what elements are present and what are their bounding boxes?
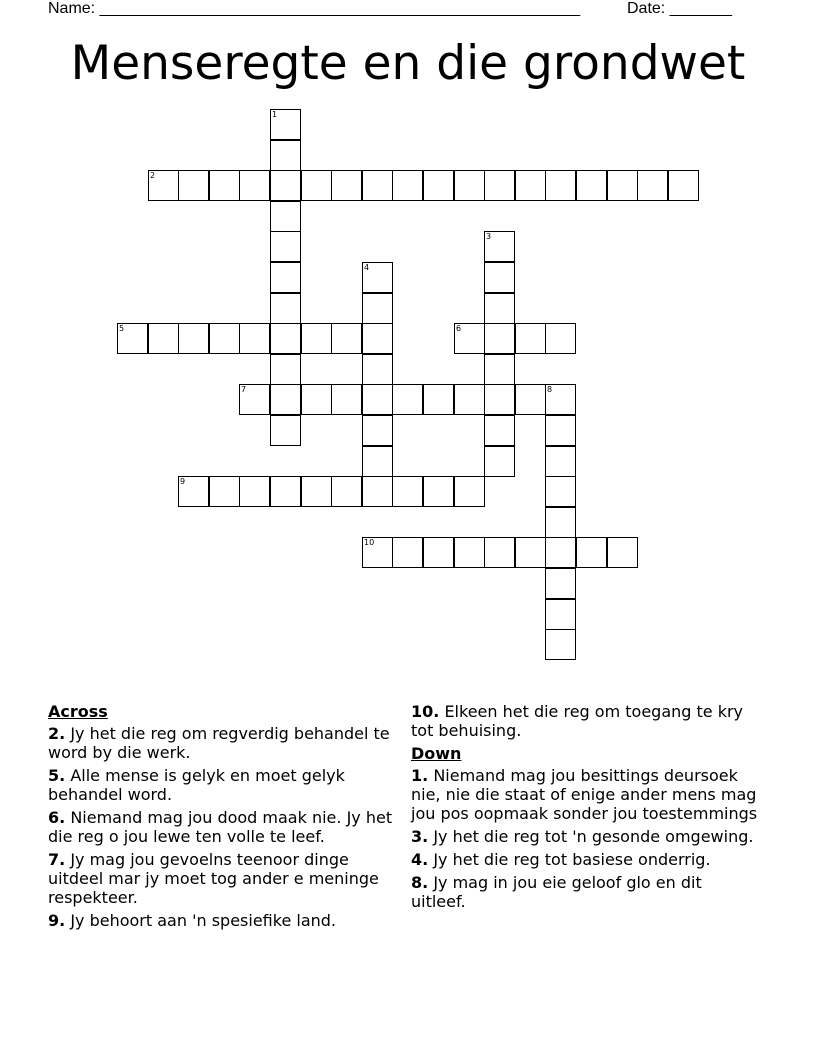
grid-cell[interactable] [607,537,638,568]
clue-text: Niemand mag jou dood maak nie. Jy het die reg o jou lewe ten volle te leef. [48,808,393,846]
grid-cell[interactable] [515,537,546,568]
grid-cell[interactable] [239,323,270,354]
grid-cell[interactable] [239,476,270,507]
grid-cell[interactable] [515,170,546,201]
cell-number: 1 [272,110,278,119]
across-heading: Across [48,702,108,721]
grid-cell[interactable] [545,629,576,660]
grid-cell[interactable] [301,323,332,354]
grid-cell[interactable] [545,476,576,507]
grid-cell[interactable] [239,384,270,415]
cell-number: 4 [364,263,370,272]
grid-cell[interactable] [148,323,179,354]
clues-column-right [411,702,761,915]
cell-number: 2 [150,171,156,180]
grid-cell[interactable] [362,384,393,415]
grid-cell[interactable] [239,170,270,201]
grid-cell[interactable] [484,446,515,477]
grid-cell[interactable] [301,476,332,507]
grid-cell[interactable] [148,170,179,201]
grid-cell[interactable] [484,354,515,385]
clues-column-left [48,702,393,934]
grid-cell[interactable] [545,415,576,446]
grid-cell[interactable] [423,476,454,507]
clue-number: 4. [411,850,429,869]
grid-cell[interactable] [545,568,576,599]
clue-number: 10. [411,702,440,721]
grid-cell[interactable] [270,231,301,262]
grid-cell[interactable] [392,537,423,568]
clue-number: 9. [48,911,66,930]
clue-text: Jy het die reg tot 'n gesonde omgewing. [433,827,754,846]
clue-number: 6. [48,808,66,827]
grid-cell[interactable] [607,170,638,201]
down-heading: Down [411,744,462,763]
grid-cell[interactable] [515,384,546,415]
grid-cell[interactable] [362,323,393,354]
grid-cell[interactable] [484,170,515,201]
grid-cell[interactable] [454,476,485,507]
clue-down-8 [411,873,761,911]
grid-cell[interactable] [454,537,485,568]
clue-across-7 [48,850,393,907]
grid-cell[interactable] [362,354,393,385]
grid-cell[interactable] [545,384,576,415]
cell-number: 8 [547,385,553,394]
clue-number: 2. [48,724,66,743]
grid-cell[interactable] [545,170,576,201]
grid-cell[interactable] [484,537,515,568]
grid-cell[interactable] [484,384,515,415]
clue-number: 5. [48,766,66,785]
grid-cell[interactable] [301,384,332,415]
grid-cell[interactable] [545,323,576,354]
grid-cell[interactable] [637,170,668,201]
grid-cell[interactable] [362,537,393,568]
grid-cell[interactable] [423,170,454,201]
grid-cell[interactable] [362,170,393,201]
date-line: Date: _______ [627,0,732,17]
grid-cell[interactable] [270,354,301,385]
grid-cell[interactable] [454,384,485,415]
clue-text: Jy behoort aan 'n spesiefike land. [70,911,336,930]
grid-cell[interactable] [392,476,423,507]
clue-down-3 [411,827,761,846]
cell-number: 6 [456,324,462,333]
grid-cell[interactable] [576,537,607,568]
grid-cell[interactable] [392,384,423,415]
grid-cell[interactable] [209,476,240,507]
cell-number: 3 [486,232,492,241]
grid-cell[interactable] [270,140,301,171]
grid-cell[interactable] [270,109,301,140]
grid-cell[interactable] [117,323,148,354]
grid-cell[interactable] [484,231,515,262]
cell-number: 7 [241,385,247,394]
clue-text: Alle mense is gelyk en moet gelyk behandel word. [48,766,345,804]
grid-cell[interactable] [484,323,515,354]
grid-cell[interactable] [362,293,393,324]
grid-cell[interactable] [362,415,393,446]
clue-number: 3. [411,827,429,846]
grid-cell[interactable] [301,170,332,201]
grid-cell[interactable] [178,323,209,354]
clue-text: Jy het die reg tot basiese onderrig. [433,850,711,869]
cell-number: 9 [180,477,186,486]
clue-across-10 [411,702,761,740]
grid-cell[interactable] [209,323,240,354]
puzzle-title: Menseregte en die grondwet [70,36,746,91]
grid-cell[interactable] [668,170,699,201]
grid-cell[interactable] [484,293,515,324]
grid-cell[interactable] [270,384,301,415]
clue-text: Elkeen het die reg om toegang te kry tot behuising. [411,702,744,740]
grid-cell[interactable] [362,446,393,477]
grid-cell[interactable] [270,170,301,201]
grid-cell[interactable] [331,323,362,354]
clue-number: 1. [411,766,429,785]
clue-across-9 [48,911,393,930]
grid-cell[interactable] [270,293,301,324]
grid-cell[interactable] [454,323,485,354]
clue-number: 7. [48,850,66,869]
name-line: Name: ______________________________________________________ [48,0,581,17]
grid-cell[interactable] [178,170,209,201]
grid-cell[interactable] [545,507,576,538]
grid-cell[interactable] [545,446,576,477]
clue-text: Niemand mag jou besittings deursoek nie, nie die staat of enige ander mens mag jou pos oopmaak sonder jou toestemmings [411,766,758,823]
clue-across-5 [48,766,393,804]
grid-cell[interactable] [178,476,209,507]
grid-cell[interactable] [484,262,515,293]
grid-cell[interactable] [423,537,454,568]
grid-cell[interactable] [270,415,301,446]
clue-down-1 [411,766,761,823]
grid-cell[interactable] [362,476,393,507]
clue-text: Jy het die reg om regverdig behandel te word by die werk. [48,724,390,762]
grid-cell[interactable] [331,384,362,415]
grid-cell[interactable] [270,476,301,507]
cell-number: 5 [119,324,125,333]
grid-cell[interactable] [270,201,301,232]
grid-cell[interactable] [545,599,576,630]
clue-text: Jy mag jou gevoelns teenoor dinge uitdeel mar jy moet tog ander e meninge respekteer. [48,850,379,907]
clue-across-6 [48,808,393,846]
grid-cell[interactable] [270,262,301,293]
grid-cell[interactable] [209,170,240,201]
clue-across-2 [48,724,393,762]
grid-cell[interactable] [545,537,576,568]
grid-cell[interactable] [515,323,546,354]
cell-number: 10 [364,538,375,547]
grid-cell[interactable] [362,262,393,293]
clue-text: Jy mag in jou eie geloof glo en dit uitleef. [411,873,702,911]
grid-cell[interactable] [331,476,362,507]
grid-cell[interactable] [484,415,515,446]
grid-cell[interactable] [331,170,362,201]
grid-cell[interactable] [576,170,607,201]
grid-cell[interactable] [454,170,485,201]
clue-number: 8. [411,873,429,892]
grid-cell[interactable] [270,323,301,354]
grid-cell[interactable] [423,384,454,415]
grid-cell[interactable] [392,170,423,201]
clue-down-4 [411,850,761,869]
